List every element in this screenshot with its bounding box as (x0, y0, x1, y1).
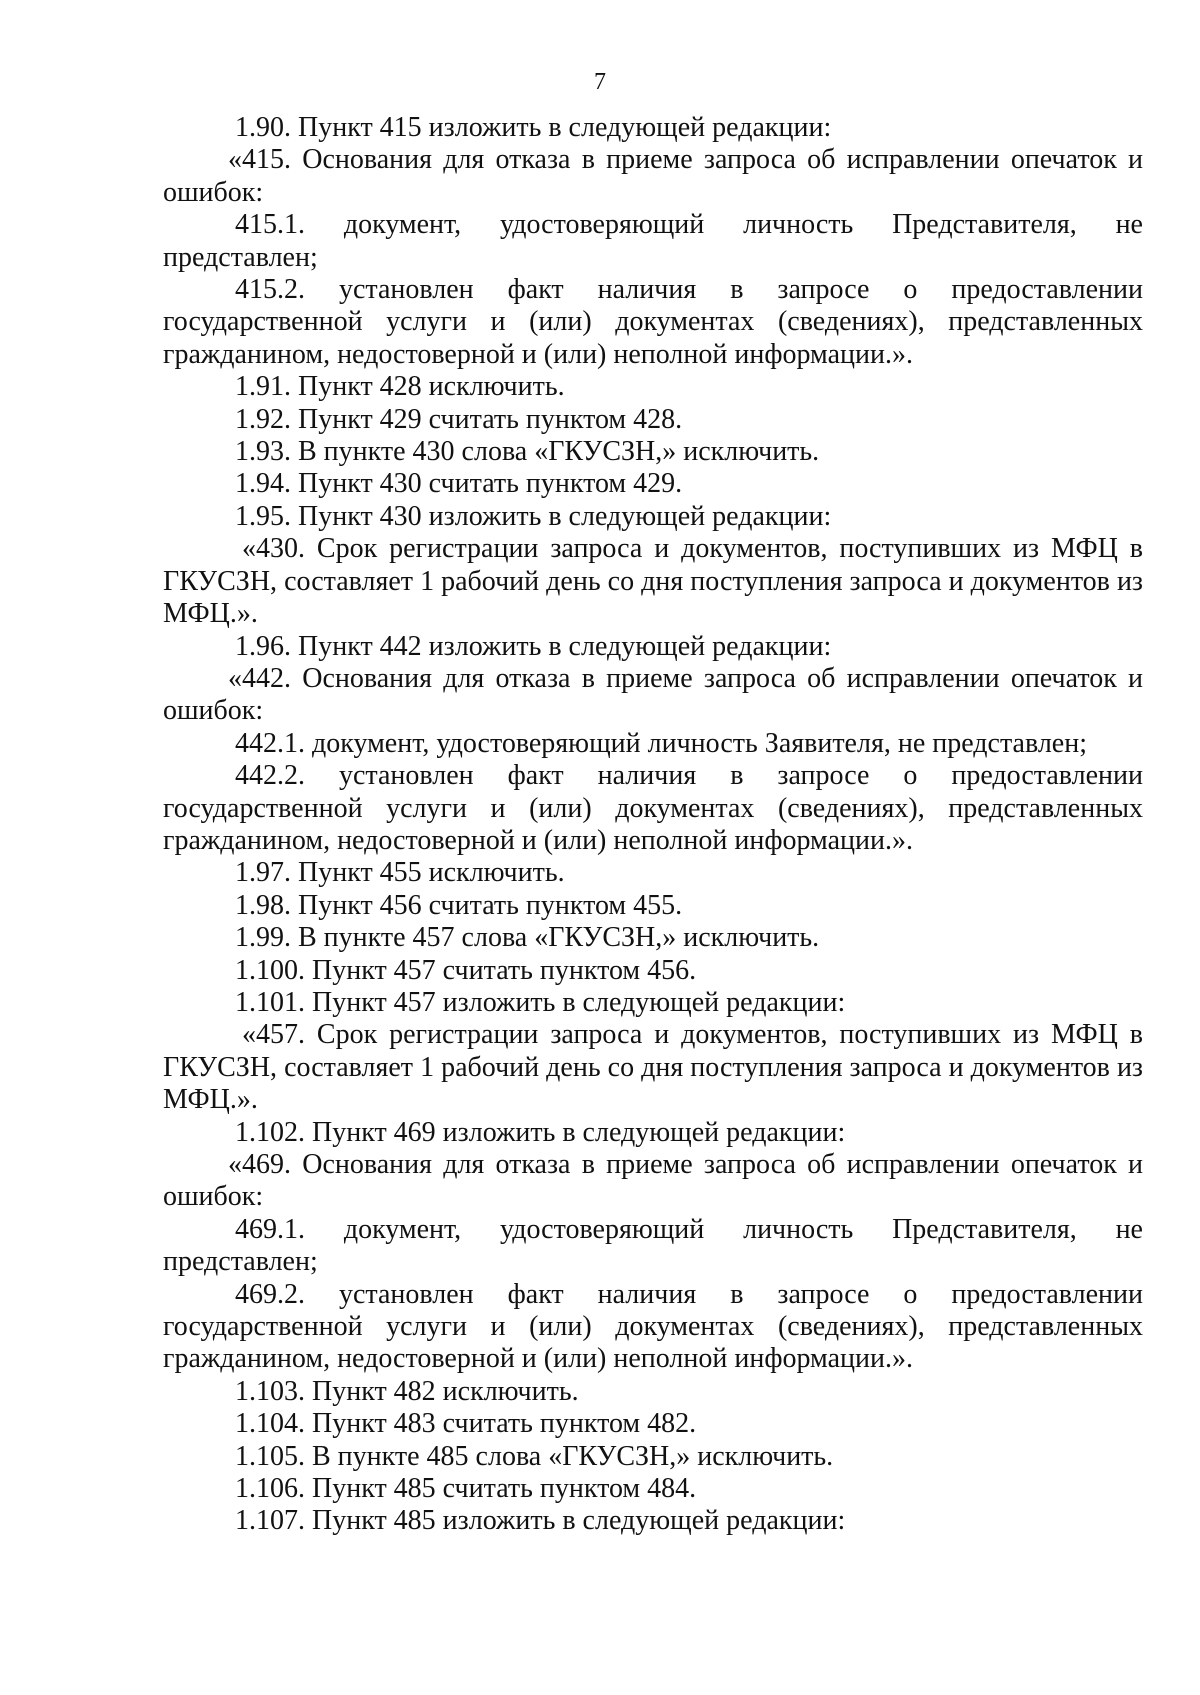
paragraph-430-quote: «430. Срок регистрации запроса и документов, поступивших из МФЦ в ГКУСЗН, составляет 1 рабочий день со дня поступления запроса и документов из МФЦ.». (163, 533, 1143, 630)
paragraph-442-1: 442.1. документ, удостоверяющий личность Заявителя, не представлен; (235, 727, 1087, 759)
paragraph-1-106: 1.106. Пункт 485 считать пунктом 484. (235, 1473, 697, 1505)
paragraph-1-101: 1.101. Пункт 457 изложить в следующей редакции: (235, 986, 846, 1018)
paragraph-1-104: 1.104. Пункт 483 считать пунктом 482. (235, 1408, 697, 1440)
paragraph-1-95: 1.95. Пункт 430 изложить в следующей редакции: (235, 500, 832, 532)
paragraph-1-105: 1.105. В пункте 485 слова «ГКУСЗН,» исключить. (235, 1440, 834, 1472)
paragraph-415-quote: «415. Основания для отказа в приеме запроса об исправлении опечаток и ошибок: (163, 144, 1143, 208)
paragraph-1-96: 1.96. Пункт 442 изложить в следующей редакции: (235, 630, 832, 662)
paragraph-457-quote: «457. Срок регистрации запроса и документов, поступивших из МФЦ в ГКУСЗН, составляет 1 рабочий день со дня поступления запроса и документов из МФЦ.». (163, 1019, 1143, 1116)
paragraph-1-92: 1.92. Пункт 429 считать пунктом 428. (235, 403, 683, 435)
paragraph-1-97: 1.97. Пункт 455 исключить. (235, 857, 565, 889)
page-number: 7 (594, 69, 606, 95)
document-body (163, 112, 1143, 1538)
paragraph-1-100: 1.100. Пункт 457 считать пунктом 456. (235, 954, 697, 986)
paragraph-1-99: 1.99. В пункте 457 слова «ГКУСЗН,» исключить. (235, 922, 820, 954)
paragraph-1-94: 1.94. Пункт 430 считать пунктом 429. (235, 468, 683, 500)
paragraph-1-98: 1.98. Пункт 456 считать пунктом 455. (235, 889, 683, 921)
paragraph-415-1: 415.1. документ, удостоверяющий личность Представителя, не представлен; (163, 209, 1143, 273)
paragraph-415-2: 415.2. установлен факт наличия в запросе о предоставлении государственной услуги и (или) документах (сведениях), представленных гражданином, недостоверной и (или) неполной информации.». (163, 274, 1143, 370)
paragraph-1-93: 1.93. В пункте 430 слова «ГКУСЗН,» исключить. (235, 436, 820, 468)
paragraph-469-1: 469.1. документ, удостоверяющий личность Представителя, не представлен; (163, 1213, 1143, 1278)
paragraph-469-2: 469.2. установлен факт наличия в запросе о предоставлении государственной услуги и (или) документах (сведениях), представленных гражданином, недостоверной и (или) неполной информации.». (163, 1278, 1143, 1375)
paragraph-442-2: 442.2. установлен факт наличия в запросе о предоставлении государственной услуги и (или) документах (сведениях), представленных гражданином, недостоверной и (или) неполной информации.». (163, 760, 1143, 856)
paragraph-1-107: 1.107. Пункт 485 изложить в следующей редакции: (235, 1505, 846, 1537)
paragraph-1-102: 1.102. Пункт 469 изложить в следующей редакции: (235, 1116, 846, 1148)
paragraph-1-103: 1.103. Пункт 482 исключить. (235, 1375, 579, 1407)
paragraph-469-quote: «469. Основания для отказа в приеме запроса об исправлении опечаток и ошибок: (163, 1149, 1143, 1213)
paragraph-442-quote: «442. Основания для отказа в приеме запроса об исправлении опечаток и ошибок: (163, 662, 1143, 727)
paragraph-1-91: 1.91. Пункт 428 исключить. (235, 371, 565, 403)
paragraph-1-90: 1.90. Пункт 415 изложить в следующей редакции: (235, 112, 832, 143)
